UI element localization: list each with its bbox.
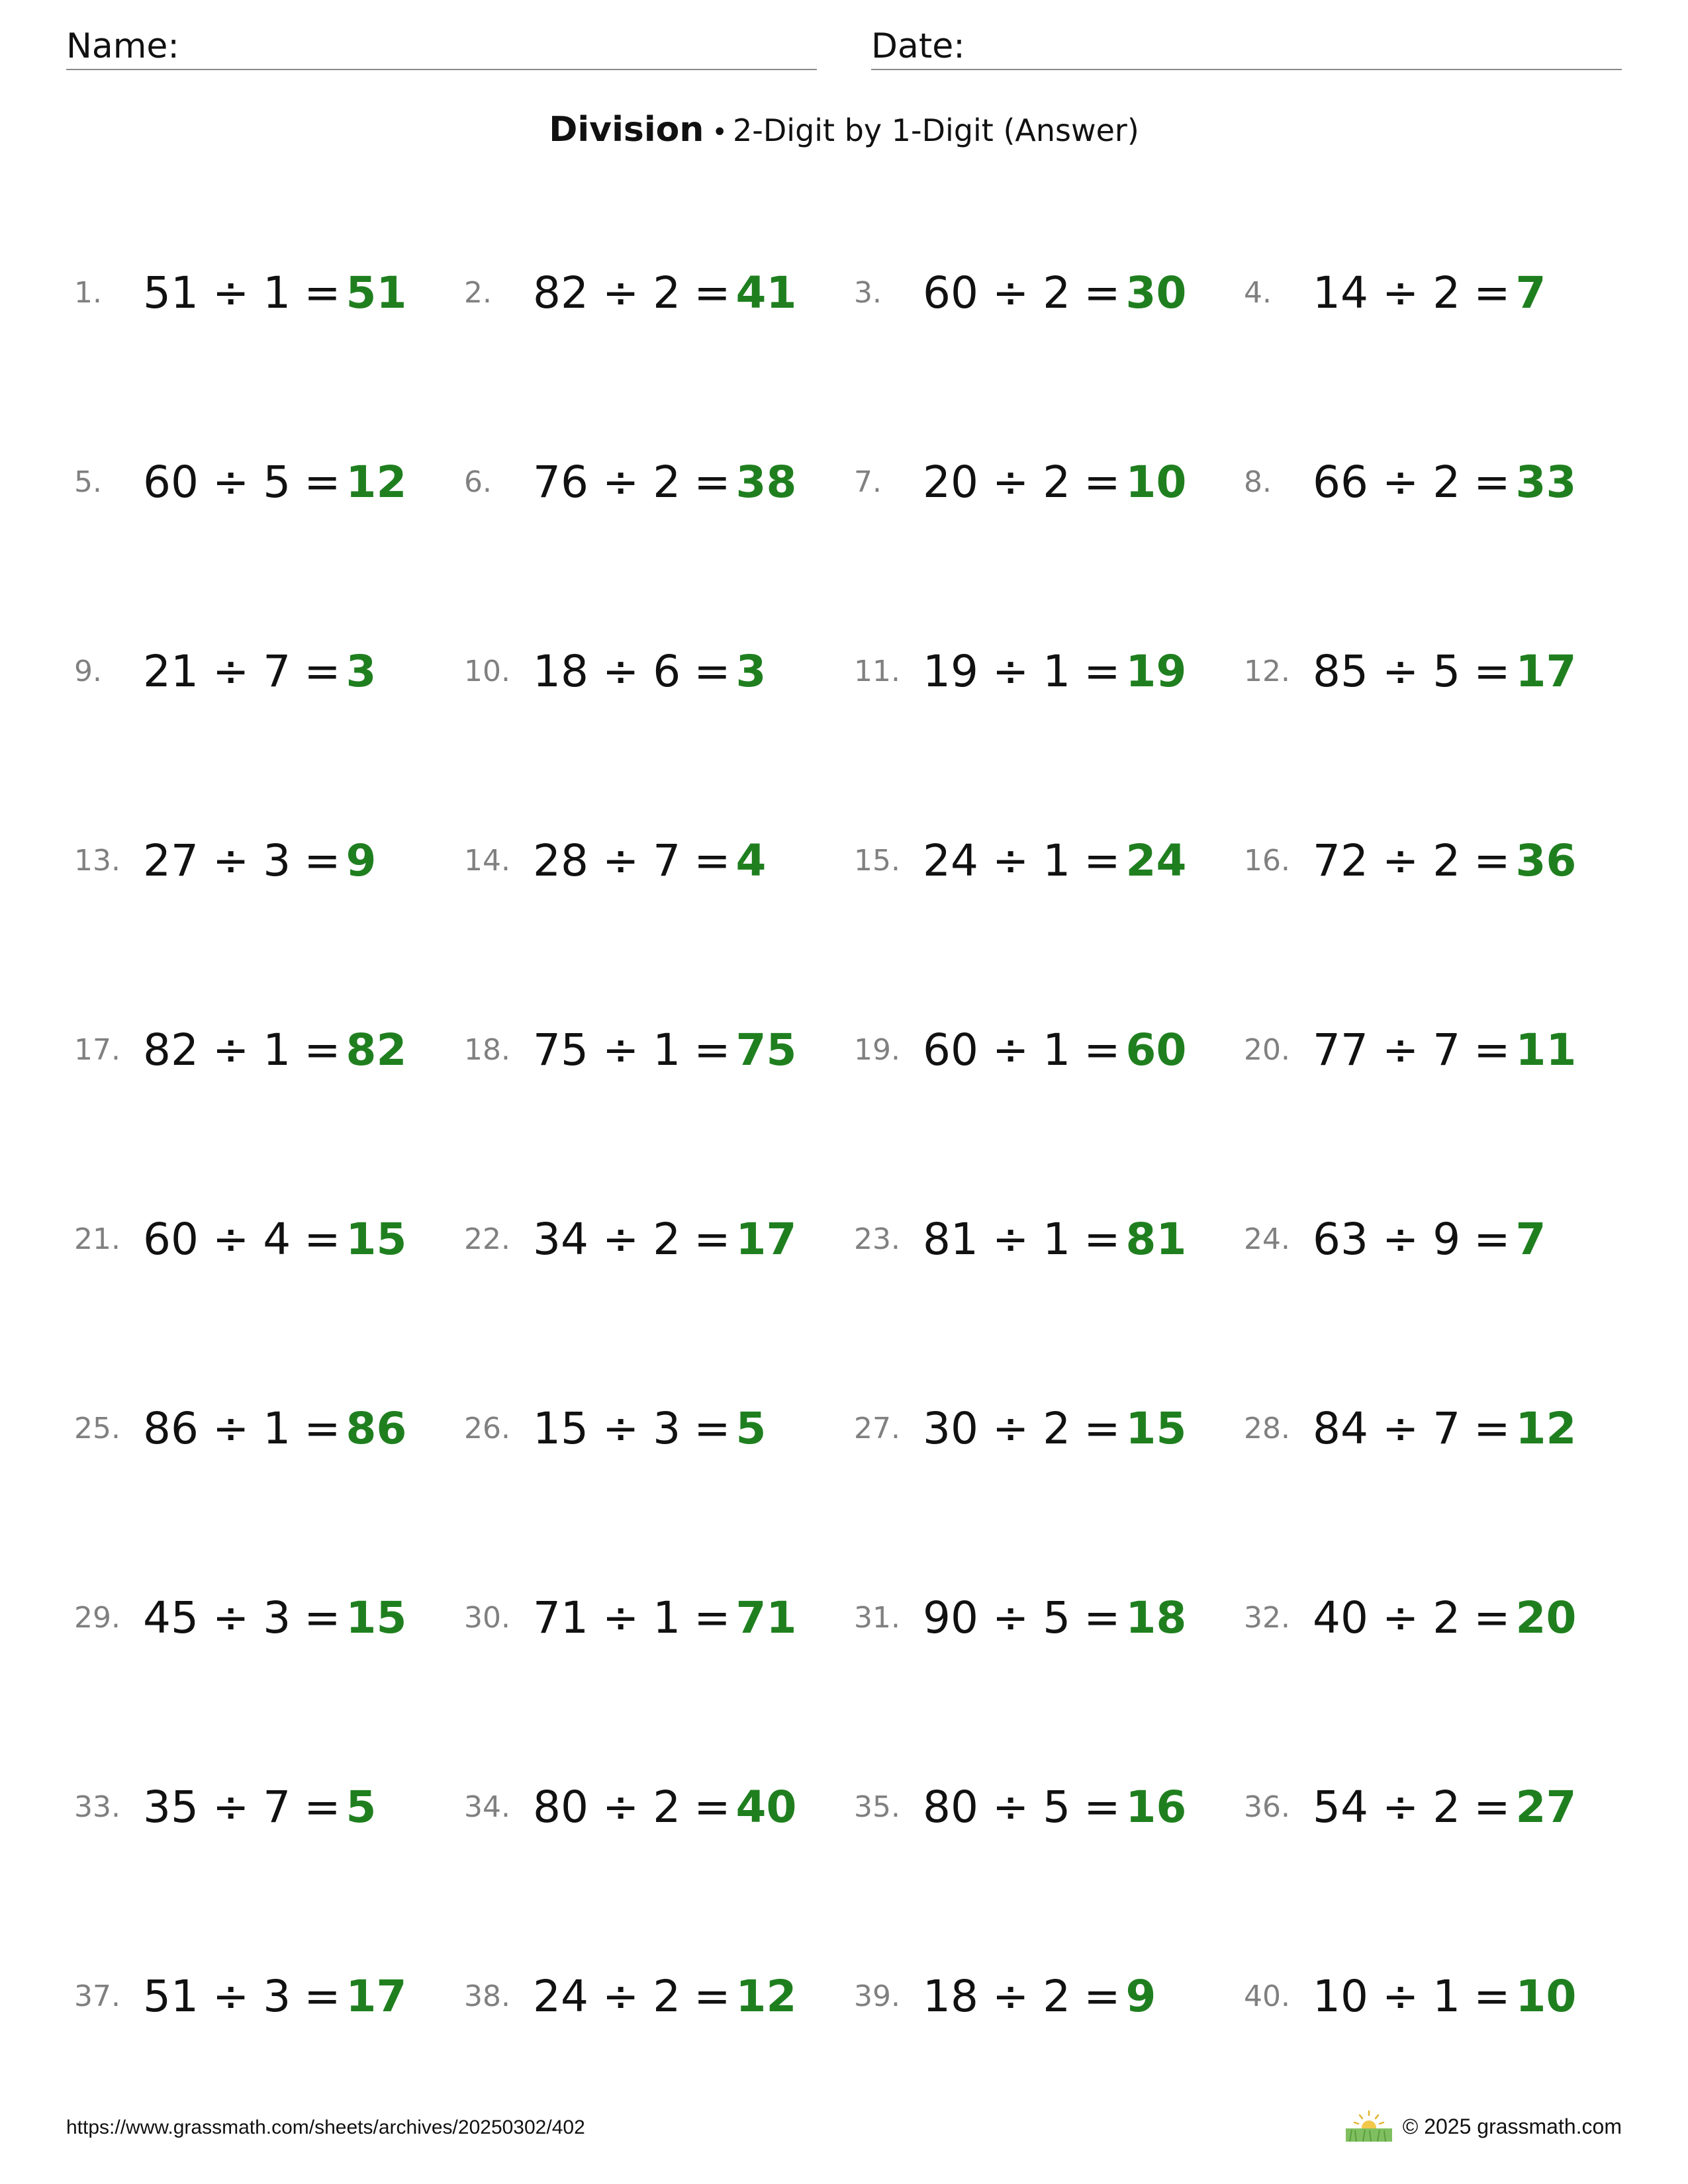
problem-item xyxy=(464,625,854,717)
equals-sign: = xyxy=(694,1402,731,1454)
worksheet-title xyxy=(0,105,1688,158)
equals-sign: = xyxy=(694,1024,731,1075)
problem-answer: 17 xyxy=(346,1970,407,2022)
problem-item xyxy=(74,625,464,717)
problem-answer: 27 xyxy=(1515,1781,1577,1833)
equals-sign: = xyxy=(304,267,341,318)
equals-sign: = xyxy=(1474,835,1511,886)
problem-item xyxy=(74,1571,464,1664)
footer-url[interactable]: https://www.grassmath.com/sheets/archives/20250302/402 xyxy=(66,2116,585,2138)
problem-answer: 7 xyxy=(1515,1213,1546,1265)
problem-item xyxy=(854,1950,1244,2042)
problem-number: 13. xyxy=(74,843,120,878)
problem-answer: 10 xyxy=(1125,456,1187,508)
equals-sign: = xyxy=(304,645,341,697)
problem-item xyxy=(1244,814,1630,907)
problem-answer: 51 xyxy=(346,267,407,318)
problem-expression: 63 ÷ 9 xyxy=(1313,1213,1461,1265)
problem-number: 29. xyxy=(74,1600,120,1635)
equals-sign: = xyxy=(1474,645,1511,697)
date-label: Date: xyxy=(871,26,965,66)
problem-item xyxy=(74,246,464,339)
problem-answer: 38 xyxy=(735,456,797,508)
problem-expression: 24 ÷ 1 xyxy=(923,835,1071,886)
equals-sign: = xyxy=(304,456,341,508)
equals-sign: = xyxy=(694,1970,731,2022)
problem-item xyxy=(854,1382,1244,1475)
problem-number: 25. xyxy=(74,1411,120,1445)
problem-expression: 15 ÷ 3 xyxy=(533,1402,681,1454)
problem-expression: 85 ÷ 5 xyxy=(1313,645,1461,697)
problem-item xyxy=(1244,1760,1630,1853)
problem-expression: 80 ÷ 2 xyxy=(533,1781,681,1833)
problem-item xyxy=(854,1003,1244,1096)
problem-item xyxy=(854,435,1244,528)
equals-sign: = xyxy=(1084,1970,1121,2022)
problem-item xyxy=(1244,1003,1630,1096)
problem-number: 1. xyxy=(74,275,102,310)
equals-sign: = xyxy=(694,1781,731,1833)
problem-item xyxy=(1244,1382,1630,1475)
problem-answer: 40 xyxy=(735,1781,797,1833)
problem-answer: 41 xyxy=(735,267,797,318)
title-main: Division xyxy=(549,110,704,150)
problem-answer: 16 xyxy=(1125,1781,1187,1833)
problem-number: 27. xyxy=(854,1411,900,1445)
problem-answer: 5 xyxy=(346,1781,377,1833)
problem-number: 35. xyxy=(854,1790,900,1824)
problem-item xyxy=(464,1950,854,2042)
problem-number: 32. xyxy=(1244,1600,1290,1635)
footer-copyright: © 2025 grassmath.com xyxy=(1402,2114,1622,2138)
problem-number: 22. xyxy=(464,1222,510,1256)
problem-answer: 15 xyxy=(346,1592,407,1643)
problem-item xyxy=(464,1571,854,1664)
problem-number: 28. xyxy=(1244,1411,1290,1445)
equals-sign: = xyxy=(1474,267,1511,318)
problem-item xyxy=(854,1193,1244,1285)
equals-sign: = xyxy=(694,1213,731,1265)
equals-sign: = xyxy=(1474,1024,1511,1075)
problem-answer: 4 xyxy=(735,835,767,886)
problem-item xyxy=(464,246,854,339)
problem-expression: 82 ÷ 1 xyxy=(143,1024,291,1075)
problem-answer: 30 xyxy=(1125,267,1187,318)
equals-sign: = xyxy=(1084,1781,1121,1833)
grass-sun-logo-icon xyxy=(1344,2110,1393,2143)
equals-sign: = xyxy=(304,1970,341,2022)
equals-sign: = xyxy=(304,835,341,886)
equals-sign: = xyxy=(694,1592,731,1643)
problem-expression: 76 ÷ 2 xyxy=(533,456,681,508)
problem-item xyxy=(1244,1193,1630,1285)
problem-item xyxy=(74,1760,464,1853)
problem-number: 11. xyxy=(854,654,900,688)
problem-answer: 71 xyxy=(735,1592,797,1643)
problem-expression: 30 ÷ 2 xyxy=(923,1402,1071,1454)
equals-sign: = xyxy=(304,1781,341,1833)
problem-answer: 12 xyxy=(735,1970,797,2022)
problem-item xyxy=(74,1382,464,1475)
equals-sign: = xyxy=(1084,1213,1121,1265)
problem-number: 34. xyxy=(464,1790,510,1824)
problem-grid xyxy=(74,246,1630,2139)
problem-number: 12. xyxy=(1244,654,1290,688)
name-label: Name: xyxy=(66,26,179,66)
equals-sign: = xyxy=(694,835,731,886)
problem-number: 4. xyxy=(1244,275,1272,310)
problem-item xyxy=(464,435,854,528)
problem-item xyxy=(1244,1950,1630,2042)
problem-expression: 18 ÷ 6 xyxy=(533,645,681,697)
problem-number: 21. xyxy=(74,1222,120,1256)
problem-number: 8. xyxy=(1244,465,1272,499)
problem-item xyxy=(854,246,1244,339)
equals-sign: = xyxy=(1474,1592,1511,1643)
problem-number: 15. xyxy=(854,843,900,878)
problem-expression: 86 ÷ 1 xyxy=(143,1402,291,1454)
equals-sign: = xyxy=(304,1402,341,1454)
problem-expression: 81 ÷ 1 xyxy=(923,1213,1071,1265)
problem-number: 20. xyxy=(1244,1032,1290,1067)
problem-answer: 81 xyxy=(1125,1213,1187,1265)
title-separator: • xyxy=(712,117,728,148)
problem-number: 6. xyxy=(464,465,492,499)
problem-expression: 21 ÷ 7 xyxy=(143,645,291,697)
problem-answer: 9 xyxy=(346,835,377,886)
problem-number: 17. xyxy=(74,1032,120,1067)
problem-item xyxy=(464,1003,854,1096)
problem-answer: 24 xyxy=(1125,835,1187,886)
problem-item xyxy=(1244,1571,1630,1664)
problem-item xyxy=(1244,246,1630,339)
problem-expression: 80 ÷ 5 xyxy=(923,1781,1071,1833)
equals-sign: = xyxy=(304,1592,341,1643)
problem-expression: 75 ÷ 1 xyxy=(533,1024,681,1075)
problem-answer: 9 xyxy=(1125,1970,1156,2022)
equals-sign: = xyxy=(1084,456,1121,508)
problem-item xyxy=(74,814,464,907)
footer-brand xyxy=(1344,2110,1622,2143)
problem-number: 9. xyxy=(74,654,102,688)
equals-sign: = xyxy=(1084,1024,1121,1075)
problem-expression: 77 ÷ 7 xyxy=(1313,1024,1461,1075)
problem-expression: 51 ÷ 1 xyxy=(143,267,291,318)
problem-number: 10. xyxy=(464,654,510,688)
problem-number: 40. xyxy=(1244,1979,1290,2013)
problem-expression: 71 ÷ 1 xyxy=(533,1592,681,1643)
problem-number: 36. xyxy=(1244,1790,1290,1824)
problem-expression: 60 ÷ 5 xyxy=(143,456,291,508)
equals-sign: = xyxy=(1474,456,1511,508)
problem-answer: 12 xyxy=(1515,1402,1577,1454)
problem-answer: 17 xyxy=(735,1213,797,1265)
equals-sign: = xyxy=(1474,1402,1511,1454)
problem-item xyxy=(464,1760,854,1853)
equals-sign: = xyxy=(1084,645,1121,697)
problem-answer: 20 xyxy=(1515,1592,1577,1643)
problem-expression: 28 ÷ 7 xyxy=(533,835,681,886)
equals-sign: = xyxy=(304,1024,341,1075)
problem-number: 31. xyxy=(854,1600,900,1635)
problem-expression: 34 ÷ 2 xyxy=(533,1213,681,1265)
equals-sign: = xyxy=(694,645,731,697)
problem-expression: 54 ÷ 2 xyxy=(1313,1781,1461,1833)
problem-item xyxy=(464,814,854,907)
problem-number: 33. xyxy=(74,1790,120,1824)
problem-expression: 51 ÷ 3 xyxy=(143,1970,291,2022)
problem-item xyxy=(854,814,1244,907)
date-field[interactable] xyxy=(871,24,1622,70)
problem-answer: 5 xyxy=(735,1402,767,1454)
problem-answer: 19 xyxy=(1125,645,1187,697)
equals-sign: = xyxy=(1084,1402,1121,1454)
problem-expression: 19 ÷ 1 xyxy=(923,645,1071,697)
problem-number: 37. xyxy=(74,1979,120,2013)
problem-item xyxy=(74,1193,464,1285)
problem-number: 2. xyxy=(464,275,492,310)
title-subtitle: 2-Digit by 1-Digit (Answer) xyxy=(733,113,1139,148)
problem-expression: 90 ÷ 5 xyxy=(923,1592,1071,1643)
problem-answer: 33 xyxy=(1515,456,1577,508)
equals-sign: = xyxy=(1474,1213,1511,1265)
problem-answer: 82 xyxy=(346,1024,407,1075)
problem-expression: 40 ÷ 2 xyxy=(1313,1592,1461,1643)
problem-item xyxy=(74,1950,464,2042)
problem-answer: 17 xyxy=(1515,645,1577,697)
equals-sign: = xyxy=(304,1213,341,1265)
equals-sign: = xyxy=(1084,1592,1121,1643)
problem-number: 19. xyxy=(854,1032,900,1067)
problem-expression: 14 ÷ 2 xyxy=(1313,267,1461,318)
problem-item xyxy=(1244,625,1630,717)
problem-answer: 12 xyxy=(346,456,407,508)
problem-number: 39. xyxy=(854,1979,900,2013)
problem-expression: 10 ÷ 1 xyxy=(1313,1970,1461,2022)
problem-item xyxy=(1244,435,1630,528)
problem-expression: 35 ÷ 7 xyxy=(143,1781,291,1833)
problem-expression: 60 ÷ 2 xyxy=(923,267,1071,318)
equals-sign: = xyxy=(694,456,731,508)
problem-number: 38. xyxy=(464,1979,510,2013)
problem-answer: 15 xyxy=(346,1213,407,1265)
problem-answer: 60 xyxy=(1125,1024,1187,1075)
problem-number: 23. xyxy=(854,1222,900,1256)
problem-answer: 86 xyxy=(346,1402,407,1454)
problem-expression: 18 ÷ 2 xyxy=(923,1970,1071,2022)
problem-number: 26. xyxy=(464,1411,510,1445)
problem-item xyxy=(74,435,464,528)
problem-number: 5. xyxy=(74,465,102,499)
problem-expression: 20 ÷ 2 xyxy=(923,456,1071,508)
problem-answer: 18 xyxy=(1125,1592,1187,1643)
equals-sign: = xyxy=(1084,267,1121,318)
problem-item xyxy=(854,625,1244,717)
problem-item xyxy=(464,1382,854,1475)
problem-answer: 3 xyxy=(735,645,767,697)
problem-number: 14. xyxy=(464,843,510,878)
problem-expression: 60 ÷ 1 xyxy=(923,1024,1071,1075)
problem-number: 16. xyxy=(1244,843,1290,878)
problem-expression: 27 ÷ 3 xyxy=(143,835,291,886)
problem-item xyxy=(854,1760,1244,1853)
problem-number: 3. xyxy=(854,275,882,310)
problem-expression: 84 ÷ 7 xyxy=(1313,1402,1461,1454)
problem-expression: 60 ÷ 4 xyxy=(143,1213,291,1265)
equals-sign: = xyxy=(1474,1970,1511,2022)
problem-answer: 36 xyxy=(1515,835,1577,886)
problem-number: 18. xyxy=(464,1032,510,1067)
equals-sign: = xyxy=(694,267,731,318)
problem-number: 7. xyxy=(854,465,882,499)
problem-expression: 66 ÷ 2 xyxy=(1313,456,1461,508)
problem-number: 24. xyxy=(1244,1222,1290,1256)
problem-item xyxy=(74,1003,464,1096)
problem-answer: 15 xyxy=(1125,1402,1187,1454)
equals-sign: = xyxy=(1084,835,1121,886)
problem-expression: 45 ÷ 3 xyxy=(143,1592,291,1643)
problem-answer: 75 xyxy=(735,1024,797,1075)
problem-expression: 24 ÷ 2 xyxy=(533,1970,681,2022)
equals-sign: = xyxy=(1474,1781,1511,1833)
problem-answer: 11 xyxy=(1515,1024,1577,1075)
problem-expression: 82 ÷ 2 xyxy=(533,267,681,318)
problem-number: 30. xyxy=(464,1600,510,1635)
problem-answer: 10 xyxy=(1515,1970,1577,2022)
problem-expression: 72 ÷ 2 xyxy=(1313,835,1461,886)
problem-item xyxy=(854,1571,1244,1664)
name-field[interactable] xyxy=(66,24,817,70)
problem-item xyxy=(464,1193,854,1285)
problem-answer: 7 xyxy=(1515,267,1546,318)
problem-answer: 3 xyxy=(346,645,377,697)
